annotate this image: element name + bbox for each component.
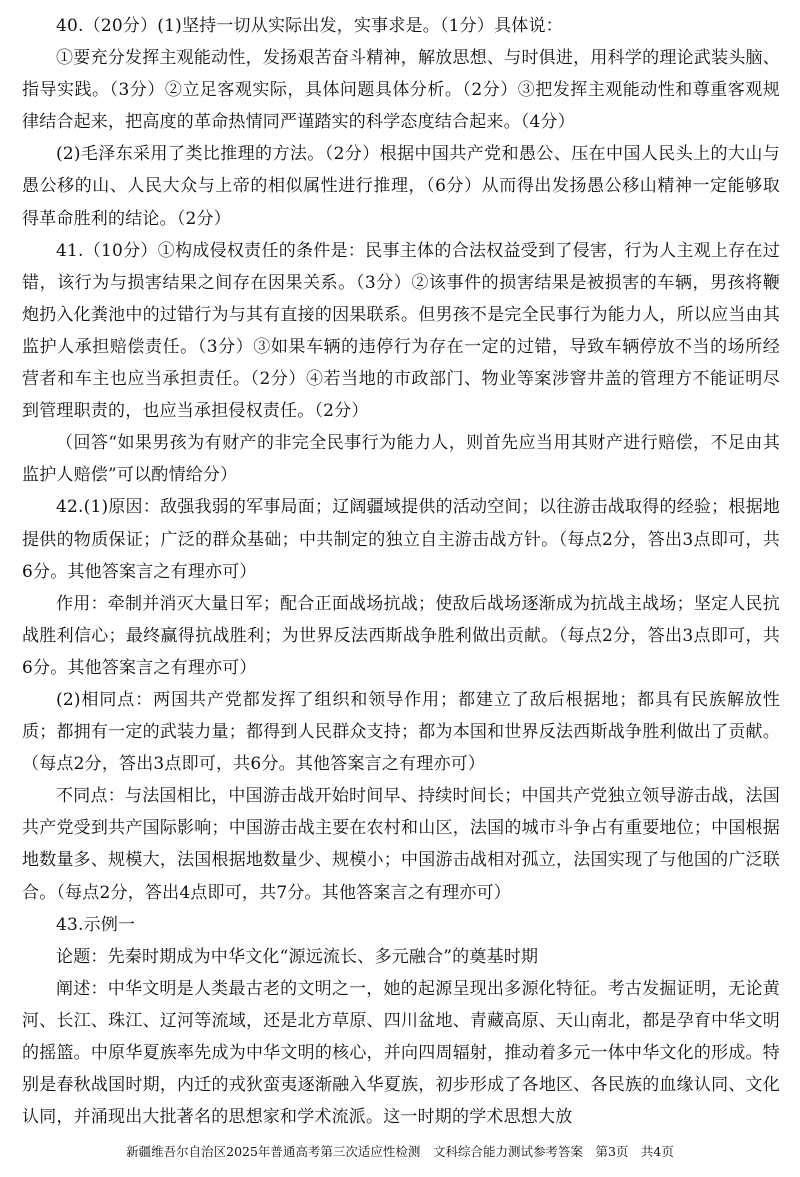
answer-40-part1-details: ①要充分发挥主观能动性，发扬艰苦奋斗精神，解放思想、与时俱进，用科学的理论武装头脑、指导实践。（3分）②立足客观实际，具体问题具体分析。（2分）③把发挥主观能动性和尊重客观规律结合起来，把高度的革命热情同严谨踏实的科学态度结合起来。（4分）: [22, 48, 780, 133]
answer-40-heading: 40.（20分）(1)坚持一切从实际出发，实事求是。（1分）具体说：: [56, 16, 563, 36]
answer-42-part2-differences: 不同点：与法国相比，中国游击战开始时间早、持续时间长；中国共产党独立领导游击战，法国共产党受到共产国际影响；中国游击战主要在农村和山区，法国的城市斗争占有重要地位；中国根据地数量多、规模大，法国根据地数量少、规模小；中国游击战相对孤立，法国实现了与他国的广泛联合。（每点2分，答出4点即可，共7分。其他答案言之有理亦可）: [22, 786, 780, 903]
answer-41-note: （回答“如果男孩为有财产的非完全民事行为能力人，则首先应当用其财产进行赔偿，不足由其监护人赔偿”可以酌情给分）: [22, 433, 780, 486]
answer-42-part2-similarities: (2)相同点：两国共产党都发挥了组织和领导作用；都建立了敌后根据地；都具有民族解放性质；都拥有一定的武装力量；都得到人民群众支持；都为本国和世界反法西斯战争胜利做出了贡献。（每点2分，答出3点即可，共6分。其他答案言之有理亦可）: [22, 689, 780, 775]
answer-40-part2: (2)毛泽东采用了类比推理的方法。（2分）根据中国共产党和愚公、压在中国人民头上的大山与愚公移的山、人民大众与上帝的相似属性进行推理，（6分）从而得出发扬愚公移山精神一定能够取得革命胜利的结论。（2分）: [22, 144, 780, 229]
page-footer: 新疆维吾尔自治区2025年普通高考第三次适应性检测 文科综合能力测试参考答案 第3页 共4页: [126, 1144, 674, 1159]
answer-42-part1-reasons: 42.(1)原因：敌强我弱的军事局面；辽阔疆域提供的活动空间；以往游击战取得的经验；根据地提供的物质保证；广泛的群众基础；中共制定的独立自主游击战方针。（每点2分，答出3点即可，共6分。其他答案言之有理亦可）: [22, 497, 780, 582]
answer-41: 41.（10分）①构成侵权责任的条件是：民事主体的合法权益受到了侵害，行为人主观上存在过错，该行为与损害结果之间存在因果关系。（3分）②该事件的损害结果是被损害的车辆，男孩将鞭炮扔入化粪池中的过错行为与其有直接的因果联系。但男孩不是完全民事行为能力人，所以应当由其监护人承担赔偿责任。（3分）③如果车辆的违停行为存在一定的过错，导致车辆停放不当的场所经营者和车主也应当承担责任。（2分）④若当地的市政部门、物业等案涉窨井盖的管理方不能证明尽到管理职责的，也应当承担侵权责任。（2分）: [22, 240, 780, 422]
answer-content: [22, 10, 780, 1133]
answer-43-heading: 43.示例一: [56, 914, 136, 935]
answer-43-thesis: 论题：先秦时期成为中华文化“源远流长、多元融合”的奠基时期: [56, 946, 539, 967]
answer-42-part1-effects: 作用：牵制并消灭大量日军；配合正面战场抗战；使敌后战场逐渐成为抗战主战场；坚定人民抗战胜利信心；最终赢得抗战胜利；为世界反法西斯战争胜利做出贡献。（每点2分，答出3点即可，共6分。其他答案言之有理亦可）: [22, 593, 780, 678]
answer-43-elaboration: 阐述：中华文明是人类最古老的文明之一，她的起源呈现出多源化特征。考古发掘证明，无论黄河、长江、珠江、辽河等流域，还是北方草原、四川盆地、青藏高原、天山南北，都是孕育中华文明的摇篮。中原华夏族率先成为中华文明的核心，并向四周辐射，推动着多元一体中华文化的形成。特别是春秋战国时期，内迁的戎狄蛮夷逐渐融入华夏族，初步形成了各地区、各民族的血缘认同、文化认同，并涌现出大批著名的思想家和学术流派。这一时期的学术思想大放: [22, 978, 780, 1128]
